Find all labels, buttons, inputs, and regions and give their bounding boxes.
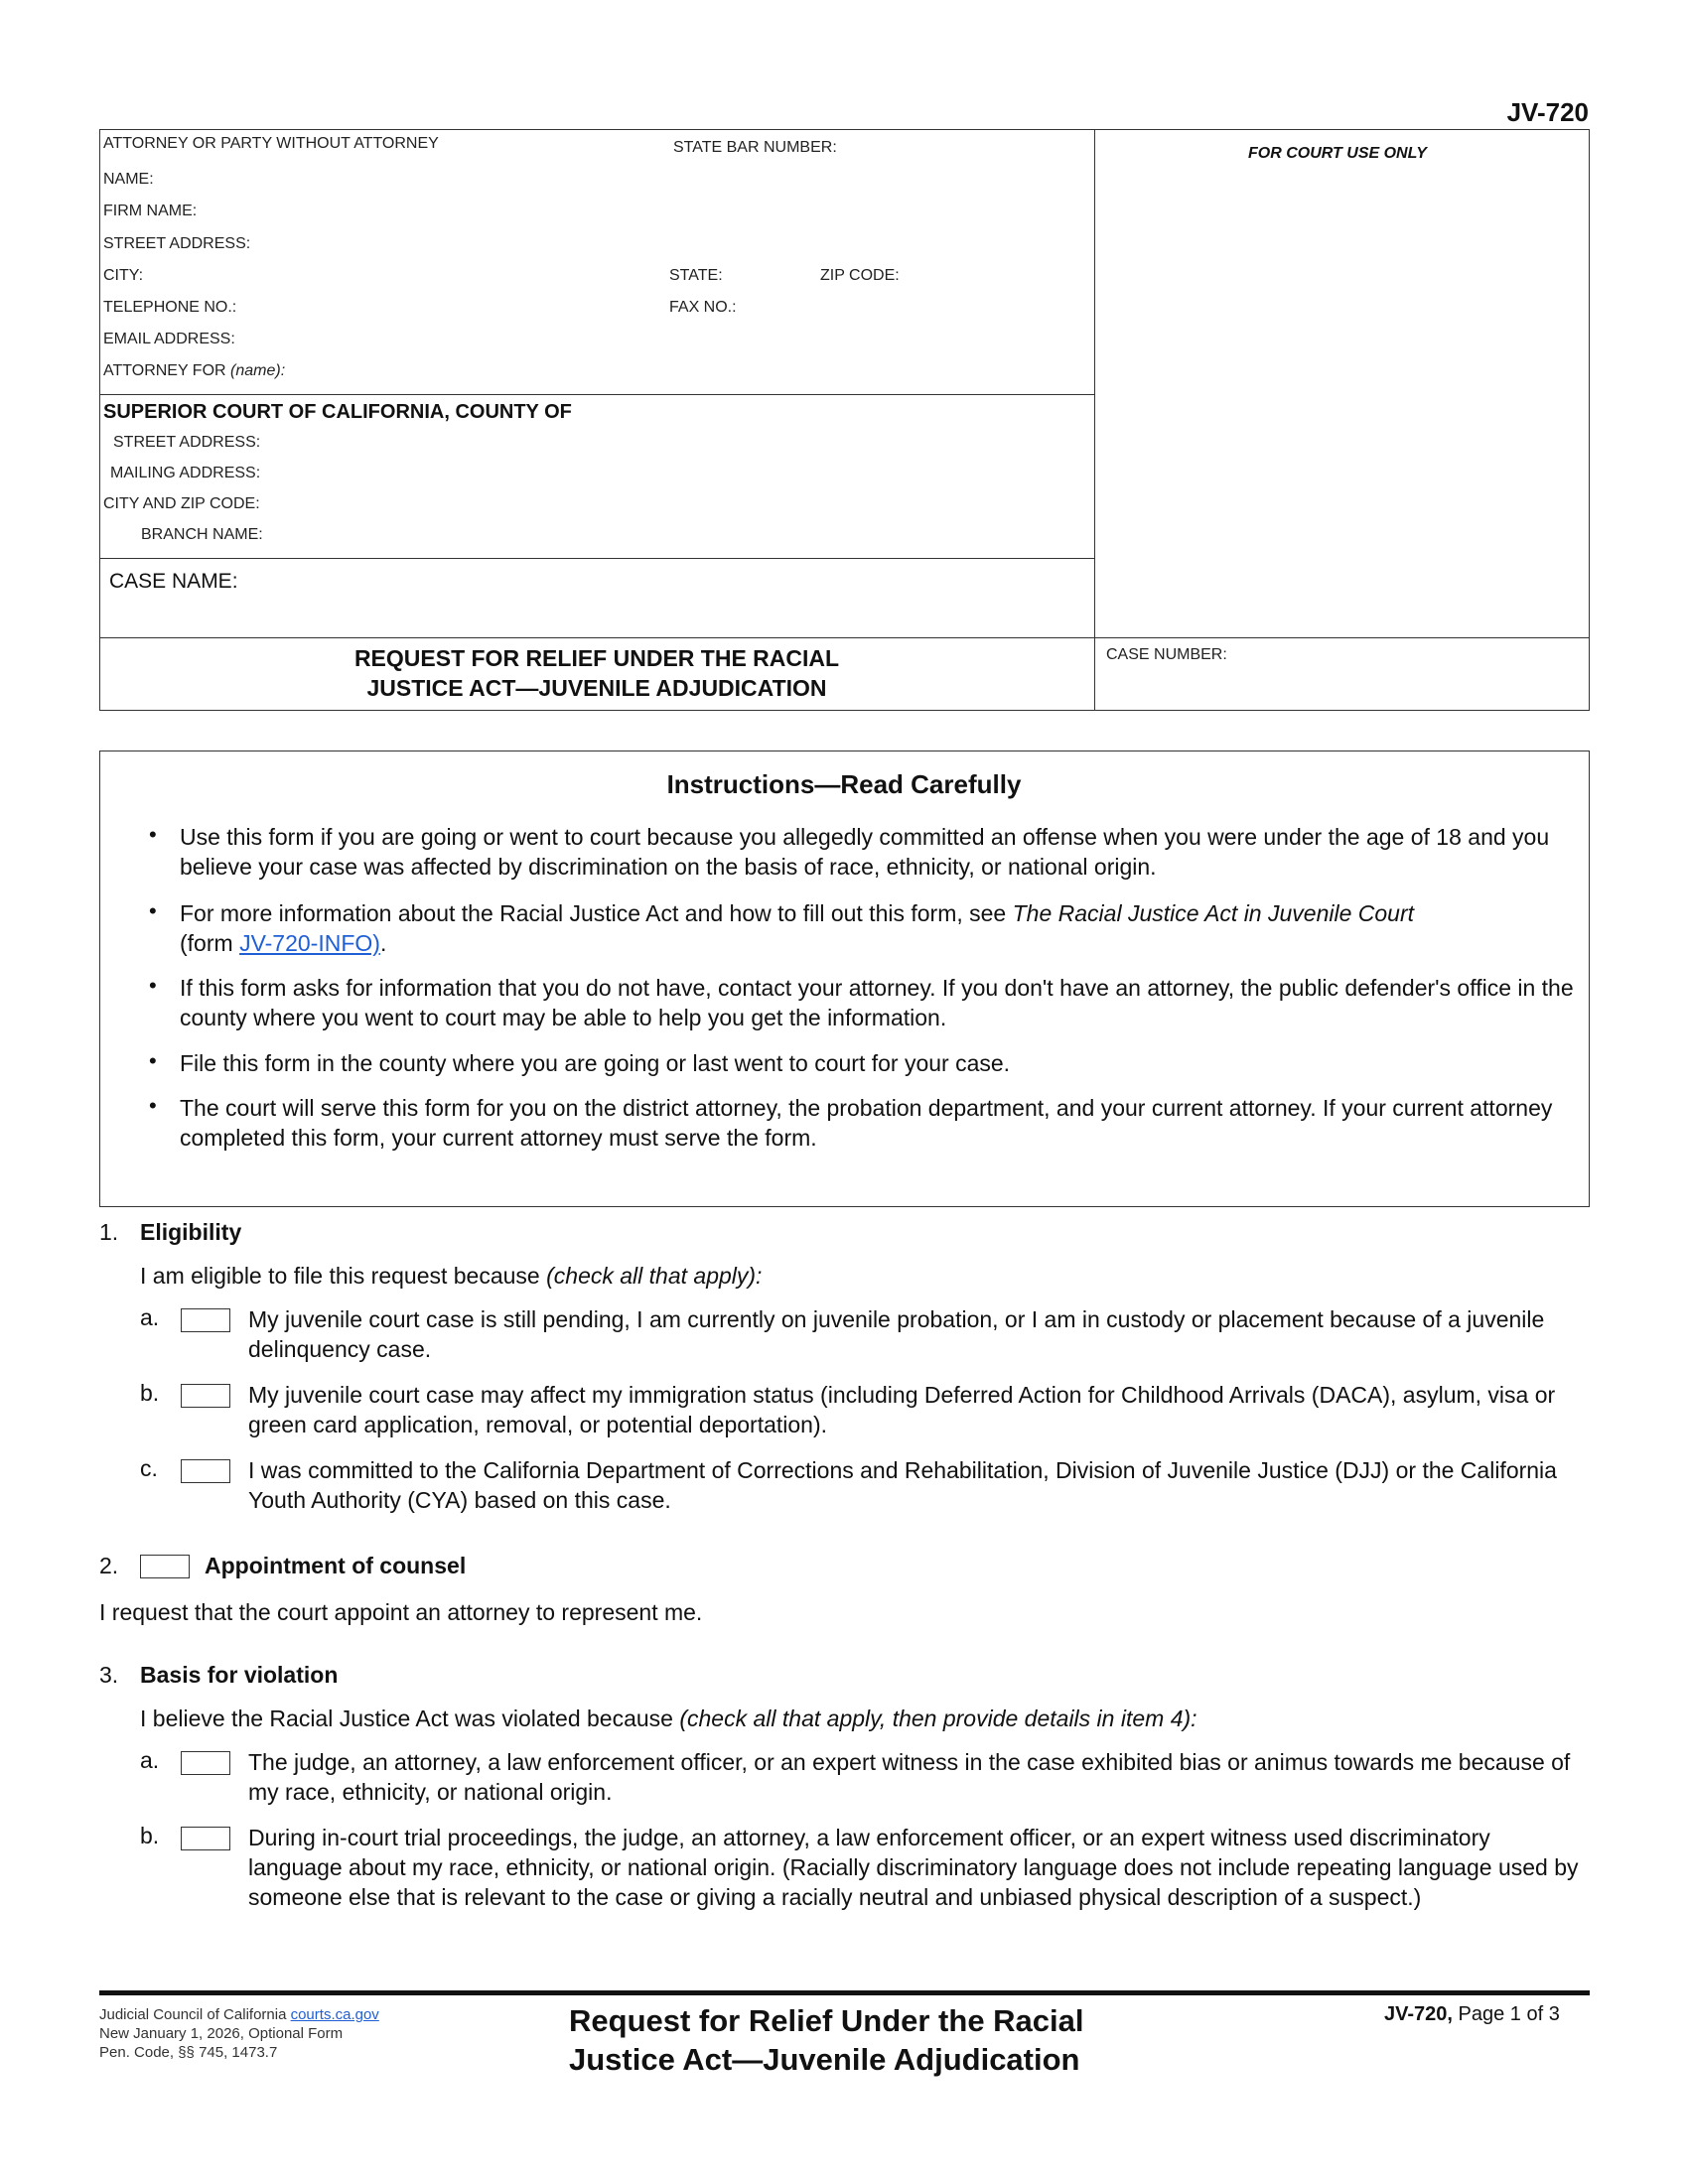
document-title-line2: JUSTICE ACT—JUVENILE ADJUDICATION — [366, 675, 827, 701]
bullet-icon: • — [149, 822, 157, 847]
item-2-checkbox[interactable] — [140, 1555, 190, 1578]
item-3b-letter: b. — [140, 1823, 160, 1848]
attorney-label: ATTORNEY OR PARTY WITHOUT ATTORNEY — [103, 135, 439, 152]
instruction-2-text: For more information about the Racial Justice Act and how to fill out this form, see — [180, 900, 1013, 926]
footer-title — [569, 2001, 1084, 2079]
attorney-for-hint: (name): — [230, 362, 286, 379]
attorney-for-text: ATTORNEY FOR — [103, 362, 226, 379]
instruction-1: Use this form if you are going or went to court because you allegedly committed an offense when you were under the age of 18 and you believe your case was affected by discrimination on the basis of race, ethnicity, or national origin. — [180, 824, 1550, 880]
footer-info — [99, 2005, 496, 2062]
footer-rule — [99, 1990, 1590, 1995]
section-3-intro-hint: (check all that apply, then provide details in item 4): — [679, 1706, 1197, 1731]
instruction-2-form: (form — [180, 930, 240, 956]
instruction-3: If this form asks for information that you do not have, contact your attorney. If you don't have an attorney, the public defender's office in the county where you went to court may be able to help you get the information. — [180, 975, 1574, 1030]
item-3b-checkbox[interactable] — [181, 1827, 230, 1850]
caption-divider-court — [99, 558, 1094, 559]
caption-divider-vertical — [1094, 129, 1095, 711]
section-1-number: 1. — [99, 1219, 119, 1245]
item-3a-checkbox[interactable] — [181, 1751, 230, 1775]
document-title — [99, 643, 1094, 703]
instruction-5: The court will serve this form for you on the district attorney, the probation department, and your current attorney. If your current attorney completed this form, your current attorney must serve the form. — [180, 1095, 1553, 1151]
footer-date: New January 1, 2026, Optional Form — [99, 2025, 344, 2042]
instructions-title: Instructions—Read Carefully — [666, 769, 1022, 799]
court-mailing-label: MAILING ADDRESS: — [110, 465, 261, 481]
footer-council-text: Judicial Council of California — [99, 2006, 291, 2023]
street-label: STREET ADDRESS: — [103, 235, 251, 252]
form-id: JV-720 — [1506, 97, 1589, 127]
bullet-icon: • — [149, 1093, 157, 1118]
item-1c-letter: c. — [140, 1455, 158, 1481]
item-3a-text: The judge, an attorney, a law enforcement officer, or an expert witness in the case exhibited bias or animus towards me because of my race, ethnicity, or national origin. — [248, 1749, 1571, 1805]
item-1a-letter: a. — [140, 1304, 160, 1330]
email-label: EMAIL ADDRESS: — [103, 331, 235, 347]
caption-divider-attorney — [99, 394, 1094, 395]
instruction-2-end: . — [379, 930, 387, 956]
section-3-number: 3. — [99, 1662, 119, 1688]
zip-label: ZIP CODE: — [820, 267, 900, 284]
court-cityzip-label: CITY AND ZIP CODE: — [103, 495, 260, 512]
bullet-icon: • — [149, 1048, 157, 1073]
footer-code: Pen. Code, §§ 745, 1473.7 — [99, 2044, 278, 2061]
item-1b-letter: b. — [140, 1380, 160, 1406]
item-1b-checkbox[interactable] — [181, 1384, 230, 1408]
footer-page — [1384, 2003, 1560, 2026]
firm-label: FIRM NAME: — [103, 203, 198, 219]
section-1-intro-hint: (check all that apply): — [546, 1263, 763, 1289]
state-bar-label: STATE BAR NUMBER: — [673, 139, 837, 156]
section-1-intro — [140, 1261, 1580, 1291]
courts-link[interactable]: courts.ca.gov — [290, 2006, 379, 2023]
fax-label: FAX NO.: — [669, 299, 737, 316]
item-1c-checkbox[interactable] — [181, 1459, 230, 1483]
court-branch-label: BRANCH NAME: — [141, 526, 263, 543]
city-label: CITY: — [103, 267, 144, 284]
section-2-number: 2. — [99, 1553, 119, 1578]
footer-form-id: JV-720, — [1384, 2003, 1453, 2025]
jv-720-info-link[interactable]: JV-720-INFO) — [239, 930, 380, 956]
court-street-label: STREET ADDRESS: — [113, 434, 261, 451]
section-1-title: Eligibility — [140, 1219, 242, 1245]
section-1-intro-text: I am eligible to file this request because — [140, 1263, 547, 1289]
item-1a-checkbox[interactable] — [181, 1308, 230, 1332]
court-use-label: FOR COURT USE ONLY — [1248, 145, 1427, 162]
item-1b-text: My juvenile court case may affect my immigration status (including Deferred Action for Childhood Arrivals (DACA), asylum, visa or green card application, removal, or potential deportation). — [248, 1382, 1556, 1437]
bullet-icon: • — [149, 898, 157, 923]
section-3-title: Basis for violation — [140, 1662, 339, 1688]
section-2-title: Appointment of counsel — [205, 1553, 467, 1578]
footer-page-number: Page 1 of 3 — [1452, 2003, 1560, 2025]
section-2-text: I request that the court appoint an attorney to represent me. — [99, 1599, 703, 1625]
instruction-2-title: The Racial Justice Act in Juvenile Court — [1012, 900, 1415, 926]
section-3-intro — [140, 1704, 1580, 1733]
case-number-label: CASE NUMBER: — [1106, 646, 1227, 663]
item-3a-letter: a. — [140, 1747, 160, 1773]
bullet-icon: • — [149, 973, 157, 998]
item-1c-text: I was committed to the California Department of Corrections and Rehabilitation, Division of Juvenile Justice (DJJ) or the California Youth Authority (CYA) based on this case. — [248, 1457, 1557, 1513]
state-label: STATE: — [669, 267, 723, 284]
name-label: NAME: — [103, 171, 154, 188]
court-title: SUPERIOR COURT OF CALIFORNIA, COUNTY OF — [103, 401, 572, 423]
section-3-intro-text: I believe the Racial Justice Act was violated because — [140, 1706, 680, 1731]
case-name-label: CASE NAME: — [109, 570, 238, 593]
item-3b-text: During in-court trial proceedings, the judge, an attorney, a law enforcement officer, or an expert witness used discriminatory language about my race, ethnicity, or national origin. (Racially discriminatory language does not include repeating language used by someone else that is relevant to the case or giving a racially neutral and unbiased physical description of a suspect.) — [248, 1825, 1579, 1910]
caption-divider-title — [99, 637, 1590, 638]
instruction-4: File this form in the county where you are going or last went to court for your case. — [180, 1050, 1011, 1076]
document-title-line1: REQUEST FOR RELIEF UNDER THE RACIAL — [353, 645, 840, 671]
item-1a-text: My juvenile court case is still pending, I am currently on juvenile probation, or I am in custody or placement because of a juvenile delinquency case. — [248, 1306, 1545, 1362]
footer-title-line1: Request for Relief Under the Racial — [569, 2003, 1084, 2038]
phone-label: TELEPHONE NO.: — [103, 299, 237, 316]
footer-council — [99, 2005, 496, 2024]
footer-title-line2: Justice Act—Juvenile Adjudication — [569, 2042, 1080, 2077]
attorney-for-label — [103, 362, 285, 380]
instruction-2 — [180, 898, 1590, 958]
